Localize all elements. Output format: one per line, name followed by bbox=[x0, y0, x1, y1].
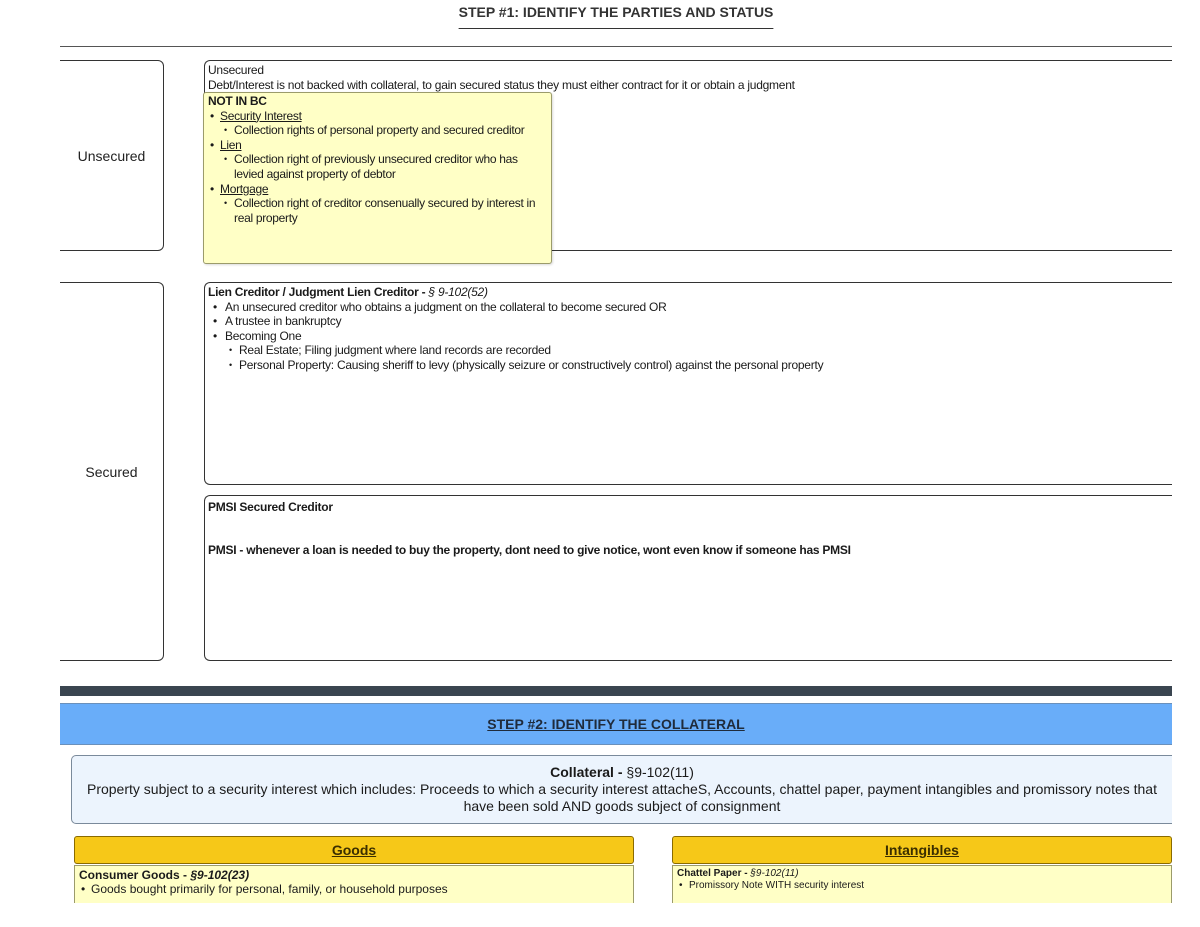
intangibles-heading-label: Intangibles bbox=[885, 842, 959, 858]
step2-title: STEP #2: IDENTIFY THE COLLATERAL bbox=[487, 716, 745, 732]
goods-header[interactable] bbox=[74, 836, 634, 864]
lien-bullet: • An unsecured creditor who obtains a judgment on the collateral to become secured OR bbox=[208, 300, 1169, 315]
pmsi-card-text: PMSI - whenever a loan is needed to buy the property, dont need to give notice, wont even know if someone has PMSI bbox=[208, 542, 851, 557]
section-divider bbox=[60, 686, 1172, 696]
secured-label-card[interactable] bbox=[60, 282, 164, 661]
intangibles-bullet: • Promissory Note WITH security interest bbox=[677, 880, 1167, 892]
collateral-definition-card[interactable] bbox=[71, 755, 1172, 824]
pmsi-card-title: PMSI Secured Creditor bbox=[208, 500, 333, 514]
unsecured-label: Unsecured bbox=[77, 147, 146, 164]
step2-banner[interactable] bbox=[60, 703, 1172, 745]
collateral-definition: Property subject to a security interest which includes: Proceeds to which a security interest attacheS, Accounts, chattel paper, payment intangibles and promissory notes that have been sold AND goods subject of consignment bbox=[86, 781, 1157, 814]
note-item: • Lien bbox=[208, 138, 547, 153]
step1-title: STEP #1: IDENTIFY THE PARTIES AND STATUS bbox=[458, 4, 774, 20]
note-item: • Mortgage bbox=[208, 182, 547, 197]
note-item: • Security Interest bbox=[208, 109, 547, 124]
lien-creditor-card[interactable] bbox=[204, 282, 1172, 485]
goods-heading-label: Goods bbox=[331, 842, 377, 858]
unsecured-card-text: Debt/Interest is not backed with collateral, to gain secured status they must either contract for it or obtain a judgment bbox=[208, 77, 795, 92]
lien-subbullet: • Personal Property: Causing sheriff to levy (physically seizure or constructively control) against the personal property bbox=[208, 358, 1169, 373]
page-bottom-mask bbox=[0, 903, 1200, 927]
consumer-goods-title: Consumer Goods - §9-102(23) bbox=[79, 868, 250, 882]
note-subitem: • Collection rights of personal property and secured creditor bbox=[208, 123, 547, 138]
goods-body[interactable] bbox=[74, 865, 634, 905]
note-heading: NOT IN BC bbox=[208, 94, 267, 108]
lien-card-list bbox=[208, 300, 1169, 373]
chattel-paper-title: Chattel Paper - §9-102(11) bbox=[677, 868, 799, 879]
collateral-heading: Collateral - §9-102(11) bbox=[550, 764, 694, 780]
secured-label: Secured bbox=[85, 463, 138, 480]
note-list bbox=[208, 109, 547, 226]
intangibles-header[interactable] bbox=[672, 836, 1172, 864]
unsecured-card-title: Unsecured bbox=[208, 63, 264, 77]
goods-list bbox=[79, 882, 629, 896]
goods-bullet: • Goods bought primarily for personal, family, or household purposes bbox=[79, 882, 629, 896]
pmsi-card[interactable] bbox=[204, 495, 1172, 661]
note-subitem: • Collection right of creditor consenually secured by interest in real property bbox=[208, 196, 547, 225]
intangibles-body[interactable] bbox=[672, 865, 1172, 905]
divider bbox=[60, 46, 1172, 47]
lien-bullet: • A trustee in bankruptcy bbox=[208, 314, 1169, 329]
unsecured-label-card[interactable] bbox=[60, 60, 164, 251]
lien-bullet: • Becoming One bbox=[208, 329, 1169, 344]
lien-subbullet: • Real Estate; Filing judgment where land records are recorded bbox=[208, 343, 1169, 358]
not-in-bc-note[interactable] bbox=[203, 92, 552, 264]
intangibles-list bbox=[677, 880, 1167, 892]
note-subitem: • Collection right of previously unsecured creditor who has levied against property of debtor bbox=[208, 152, 547, 181]
lien-card-title: Lien Creditor / Judgment Lien Creditor - § 9-102(52) bbox=[208, 285, 488, 299]
